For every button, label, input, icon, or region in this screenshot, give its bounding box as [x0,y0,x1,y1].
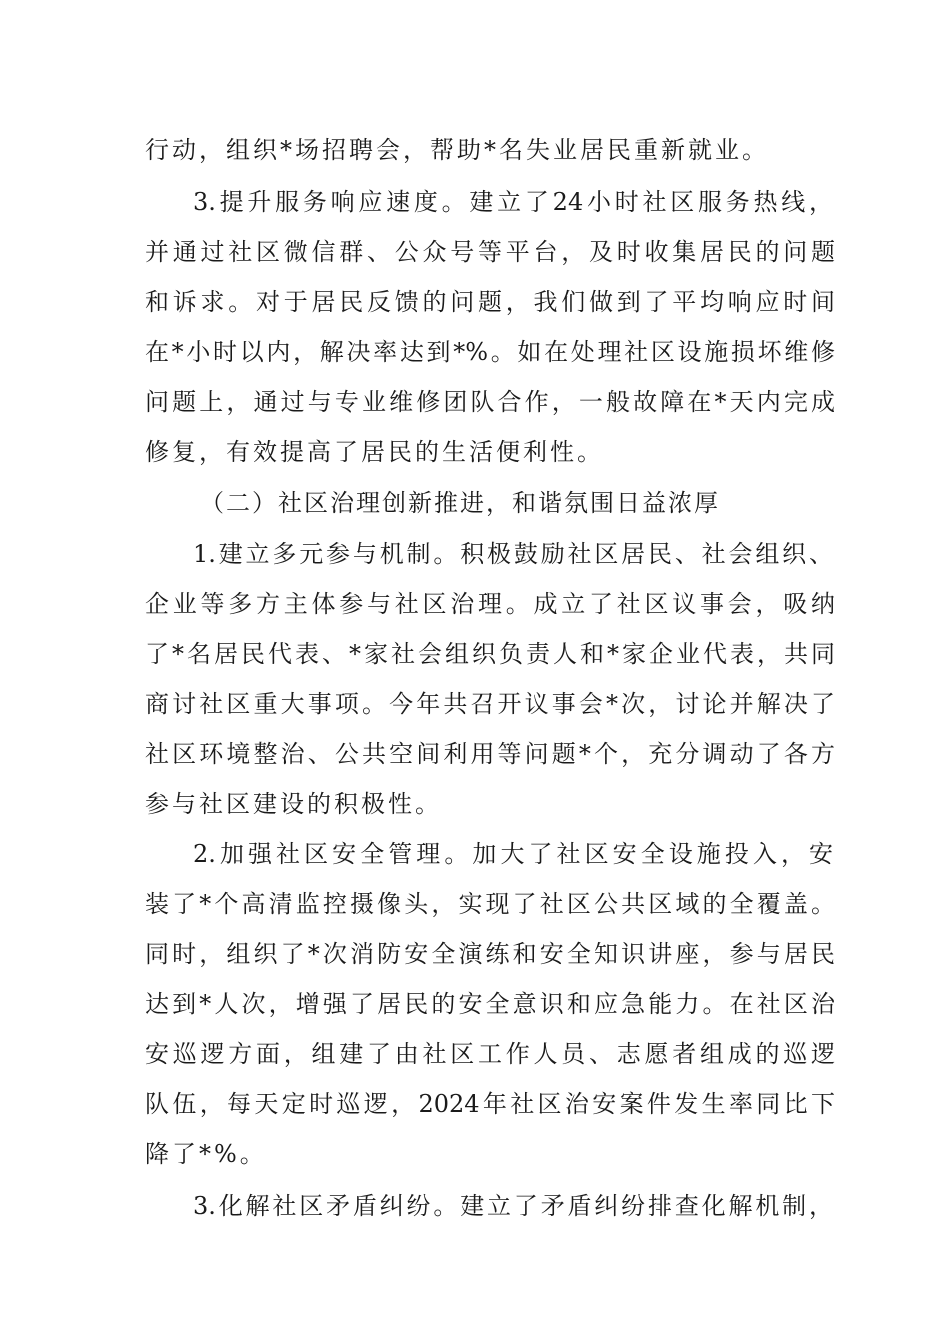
paragraph-line: 在*小时以内，解决率达到*%。如在处理社区设施损坏维修 [145,338,835,366]
paragraph-line: 社区环境整治、公共空间利用等问题*个，充分调动了各方 [145,740,835,768]
paragraph-line: 队伍，每天定时巡逻，2024年社区治安案件发生率同比下 [145,1090,835,1118]
paragraph-line: 企业等多方主体参与社区治理。成立了社区议事会，吸纳 [145,590,835,618]
paragraph-line: 2.加强社区安全管理。加大了社区安全设施投入，安 [193,840,833,868]
paragraph-line: 3.化解社区矛盾纠纷。建立了矛盾纠纷排查化解机制， [193,1192,833,1220]
paragraph-line: 了*名居民代表、*家社会组织负责人和*家企业代表，共同 [145,640,835,668]
paragraph-line: 3.提升服务响应速度。建立了24小时社区服务热线， [193,188,833,216]
paragraph-line: 修复，有效提高了居民的生活便利性。 [145,438,604,466]
paragraph-line: 安巡逻方面，组建了由社区工作人员、志愿者组成的巡逻 [145,1040,835,1068]
paragraph-line: 问题上，通过与专业维修团队合作，一般故障在*天内完成 [145,388,835,416]
paragraph-line: 参与社区建设的积极性。 [145,790,442,818]
paragraph-line: 装了*个高清监控摄像头，实现了社区公共区域的全覆盖。 [145,890,835,918]
paragraph-line: 1.建立多元参与机制。积极鼓励社区居民、社会组织、 [193,540,833,568]
paragraph-line: 同时，组织了*次消防安全演练和安全知识讲座，参与居民 [145,940,835,968]
paragraph-line: 商讨社区重大事项。今年共召开议事会*次，讨论并解决了 [145,690,835,718]
section-heading: （二）社区治理创新推进，和谐氛围日益浓厚 [200,489,720,517]
paragraph-line: 降了*%。 [145,1140,267,1168]
paragraph-line: 和诉求。对于居民反馈的问题，我们做到了平均响应时间 [145,288,835,316]
paragraph-line: 并通过社区微信群、公众号等平台，及时收集居民的问题 [145,238,835,266]
paragraph-line: 行动，组织*场招聘会，帮助*名失业居民重新就业。 [145,136,769,164]
paragraph-line: 达到*人次，增强了居民的安全意识和应急能力。在社区治 [145,990,835,1018]
